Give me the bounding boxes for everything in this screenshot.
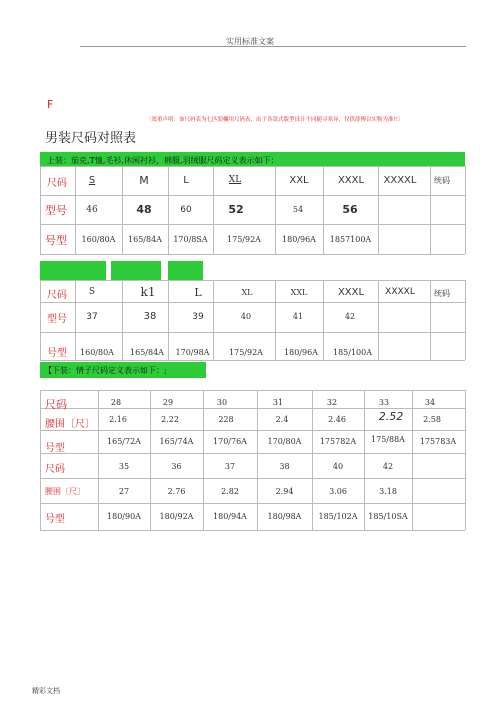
model-cell: 37 — [86, 312, 98, 322]
table-rule — [412, 453, 413, 530]
row-label-waist: 腰围〔尺〕 — [45, 419, 95, 430]
type-cell: 180/94A — [213, 512, 247, 521]
red-letter: F — [47, 98, 54, 111]
size-cell: XL — [241, 288, 253, 297]
waist-cell: 2.58 — [423, 415, 441, 424]
size-cell: XXXXL — [383, 175, 417, 186]
size-cell: 统码 — [434, 176, 450, 185]
size-cell: 29 — [162, 398, 174, 407]
table-rule — [430, 280, 431, 360]
type-cell: 185/102A — [318, 512, 358, 521]
header-divider — [80, 46, 466, 47]
size-cell: L — [194, 286, 202, 299]
type-cell: 170/80A — [267, 437, 302, 446]
waist-cell: 2.22 — [161, 415, 179, 424]
row-label-type: 号型 — [45, 443, 65, 454]
table-rule — [40, 166, 41, 254]
page-header: 实用标准文案 — [226, 37, 274, 46]
size-cell: 33 — [378, 398, 390, 407]
table-rule — [40, 280, 41, 360]
type-cell: 160/80A — [81, 235, 116, 244]
row-label-type: 号型 — [45, 234, 67, 247]
type-cell: 175/88A — [371, 435, 405, 444]
table-rule — [40, 453, 41, 530]
size-cell: 28 — [110, 398, 122, 407]
table-rule — [465, 280, 466, 360]
waist-cell: 2.52 — [378, 410, 404, 423]
row-label-type: 号型 — [47, 348, 67, 359]
size-cell: 40 — [332, 462, 344, 471]
model-cell: 56 — [342, 203, 358, 216]
waist-cell: 2.94 — [275, 487, 294, 496]
table-rule — [40, 390, 41, 453]
size-cell: 36 — [171, 462, 182, 471]
waist-cell: 27 — [118, 487, 130, 496]
model-cell: 52 — [228, 203, 244, 216]
table-rule — [465, 453, 466, 530]
waist-cell: 2.16 — [109, 415, 127, 424]
model-cell: 38 — [143, 311, 157, 322]
type-cell: 170/8SA — [173, 235, 208, 244]
size-cell: 37 — [224, 462, 236, 471]
table-rule — [40, 503, 465, 504]
waist-cell: 228 — [218, 415, 234, 424]
row-label-model: 型号 — [47, 314, 67, 325]
type-cell: 175/92A — [229, 348, 263, 357]
type-cell: 180/98A — [267, 512, 302, 521]
type-cell: 180/90A — [107, 512, 141, 521]
table-rule — [40, 390, 465, 391]
type-cell: 175783A — [419, 437, 457, 446]
row-label-waist: 腰围〔尺〕 — [45, 487, 85, 496]
model-cell: 39 — [192, 312, 204, 322]
waist-cell: 2.4 — [275, 415, 289, 424]
model-cell: 48 — [136, 203, 152, 216]
table-rule — [465, 390, 466, 453]
type-cell: 165/84A — [128, 235, 162, 244]
table-rule — [378, 166, 379, 254]
waist-cell: 2.82 — [221, 487, 239, 496]
size-cell: XXL — [290, 288, 308, 297]
type-cell: 175782A — [319, 437, 357, 446]
table-rule — [40, 478, 465, 479]
green-block — [111, 261, 161, 280]
type-cell: 170/76A — [213, 437, 247, 446]
table-rule — [40, 224, 465, 225]
green-block — [40, 261, 106, 280]
size-cell: k1 — [140, 285, 156, 299]
model-cell: 40 — [240, 312, 252, 321]
size-cell: S — [88, 175, 96, 186]
type-cell: 175/92A — [227, 235, 261, 244]
type-cell: 165/74A — [159, 437, 194, 446]
size-cell: 统码 — [434, 289, 450, 298]
type-cell: 170/98A — [175, 348, 210, 357]
page-title: 男装尺码对照表 — [45, 131, 137, 146]
section-top-header: 上装：茄克,T恤,毛衫,休闲衬衫，棉服,羽绒服尺码定义表示如下： — [47, 156, 279, 165]
waist-cell: 2.46 — [328, 415, 346, 424]
waist-cell: 3.06 — [329, 487, 347, 496]
table-rule — [430, 166, 431, 254]
size-cell: 30 — [216, 398, 228, 407]
model-cell: 46 — [86, 205, 98, 215]
table-rule — [40, 453, 465, 454]
size-cell: 38 — [279, 462, 290, 471]
row-label-size: 尺码 — [45, 398, 67, 411]
size-cell: 32 — [326, 398, 338, 407]
table-rule — [40, 302, 465, 303]
model-cell: 42 — [344, 312, 356, 321]
row-label-size: 尺码 — [47, 178, 67, 189]
row-label-model: 型号 — [45, 204, 67, 217]
type-cell: 165/84A — [130, 348, 164, 357]
type-cell: 180/96A — [282, 235, 316, 244]
table-rule — [40, 195, 465, 196]
table-rule — [40, 360, 465, 361]
section-bottom-header: 【下装：情子尺码定义表示如下：; — [44, 366, 167, 375]
table-rule — [465, 166, 466, 254]
size-cell: M — [139, 174, 149, 187]
model-cell: 41 — [292, 312, 304, 321]
model-cell: 60 — [180, 205, 192, 215]
type-cell: 165/72A — [107, 437, 141, 446]
size-cell: XXXL — [337, 287, 365, 298]
table-rule — [40, 530, 465, 531]
row-label-type: 号型 — [45, 514, 65, 525]
size-cell: 35 — [118, 462, 130, 471]
size-cell: S — [88, 287, 96, 297]
type-cell: 180/92A — [159, 512, 194, 521]
table-rule — [40, 332, 465, 333]
table-rule — [122, 280, 123, 360]
table-rule — [40, 408, 465, 409]
type-cell: 180/96A — [284, 348, 318, 357]
type-cell: 185/10SA — [368, 512, 408, 521]
size-cell: 31 — [272, 398, 284, 407]
green-block — [168, 261, 203, 280]
size-cell: XXXL — [337, 175, 365, 186]
type-cell: 1857100A — [329, 235, 372, 244]
type-cell: 160/80A — [80, 348, 114, 357]
model-cell: 54 — [292, 205, 304, 214]
page-footer: 精彩文档 — [32, 687, 60, 695]
size-cell: 42 — [382, 462, 394, 471]
table-rule — [40, 280, 465, 281]
size-cell: XXXXL — [385, 287, 415, 297]
size-cell: 34 — [424, 398, 436, 407]
size-cell: L — [183, 175, 189, 186]
size-cell: XXL — [289, 175, 309, 186]
table-rule — [40, 430, 465, 431]
row-label-size: 尺码 — [47, 290, 67, 301]
waist-cell: 3.18 — [379, 487, 397, 496]
size-cell: XL — [228, 175, 242, 185]
disclaimer-note: 〔郑重声明：该尺码表为七匹狼欄用尺码表，由于各款式版型设计不同随寻寒异，仅供薛傅以实鞍为准!!〕 — [146, 117, 404, 123]
waist-cell: 2.76 — [167, 487, 186, 496]
row-label-size: 尺码 — [45, 464, 65, 475]
table-rule — [40, 166, 465, 167]
table-rule — [40, 254, 465, 255]
type-cell: 185/100A — [332, 348, 372, 357]
